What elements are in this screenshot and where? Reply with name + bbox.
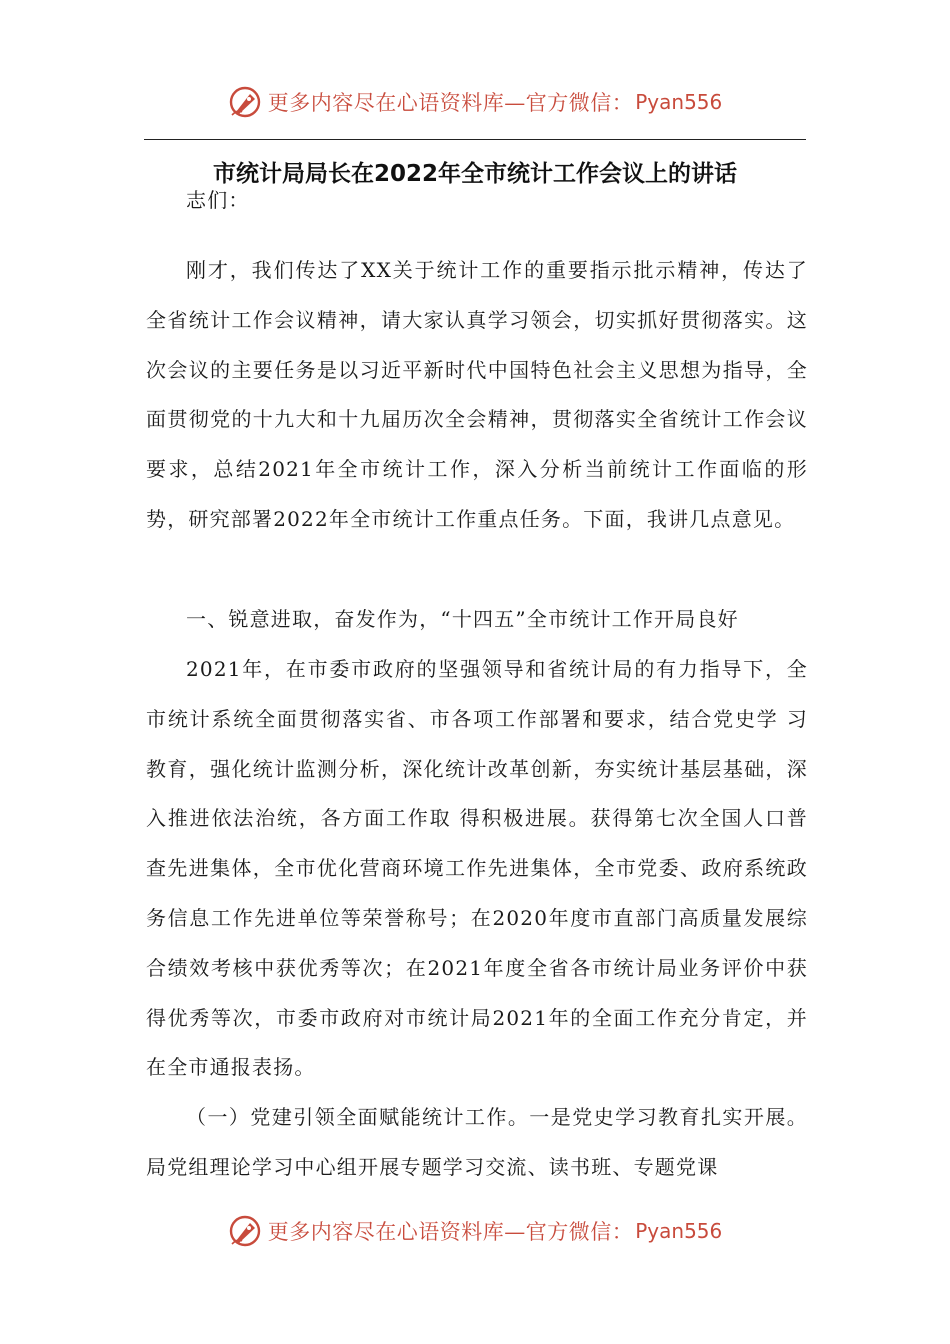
paragraph-opening: 刚才，我们传达了XX关于统计工作的重要指示批示精神，传达了全省统计工作会议精神，请大家认真学习领会，切实抓好贯彻落实。这次会议的主要任务是以习近平新时代中国特色社会主义思想为指导，全面贯彻党的十九大和十九届历次全会精神，贯彻落实全省统计工作会议要求，总结2021年全市统计工作，深入分析当前统计工作面临的形势，研究部署2022年全市统计工作重点任务。下面，我讲几点意见。 bbox=[146, 258, 808, 531]
document-title: 市统计局局长在2022年全市统计工作会议上的讲话 bbox=[212, 161, 737, 187]
header-divider bbox=[144, 139, 806, 140]
salutation: 志们： bbox=[186, 188, 250, 212]
paragraph-party-building: （一）党建引领全面赋能统计工作。一是党史学习教育扎实开展。局党组理论学习中心组开展专题学习交流、读书班、专题党课 bbox=[146, 1105, 808, 1179]
pen-nib-logo-icon bbox=[228, 85, 262, 119]
watermark-banner-bottom bbox=[0, 1209, 950, 1253]
watermark-handle: Pyan556 bbox=[635, 1219, 723, 1243]
section-heading-one: 一、锐意进取，奋发作为，“十四五”全市统计工作开局良好 bbox=[186, 607, 739, 631]
paragraph-2021-summary: 2021年，在市委市政府的坚强领导和省统计局的有力指导下，全市统计系统全面贯彻落实省、市各项工作部署和要求，结合党史学 习教育，强化统计监测分析，深化统计改革创新，夯实统计基层基础，深入推进依法治统，各方面工作取 得积极进展。获得第七次全国人口普查先进集体，全市优化营商环境工作先进集体，全市党委、政府系统政务信息工作先进单位等荣誉称号；在2020年度市直部门高质量发展综合绩效考核中获优秀等次；在2021年度全省各市统计局业务评价中获得优秀等次，市委市政府对市统计局2021年的全面工作充分肯定，并在全市通报表扬。 bbox=[146, 657, 808, 1080]
watermark-text: 更多内容尽在心语资料库—官方微信： bbox=[267, 1220, 634, 1244]
pen-nib-logo-icon bbox=[228, 1214, 262, 1248]
watermark-text: 更多内容尽在心语资料库—官方微信： bbox=[267, 91, 634, 115]
watermark-handle: Pyan556 bbox=[635, 90, 723, 114]
watermark-banner-top bbox=[0, 80, 950, 124]
